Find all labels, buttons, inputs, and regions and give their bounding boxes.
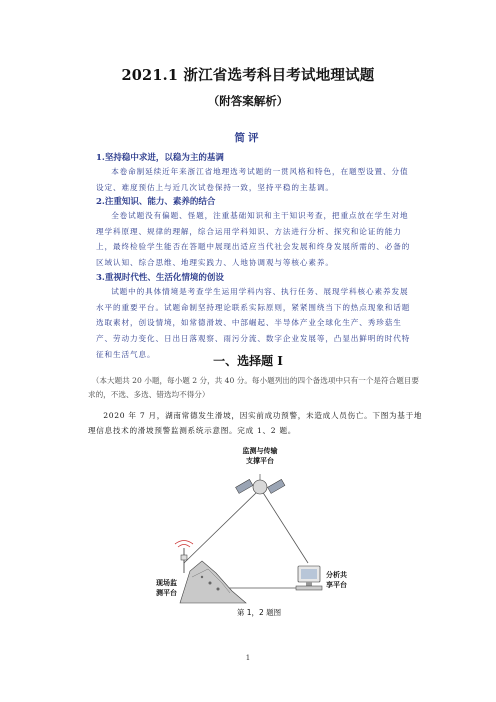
platform-label-left-1: 现场监 <box>156 579 177 587</box>
section-instructions: （本大题共 20 小题，每小题 2 分，共 40 分。每小题列出的四个备选项中只有一个是符合题目要求的，不选、多选、错选均不得分） <box>88 376 419 399</box>
platform-label-left-2: 测平台 <box>156 589 177 597</box>
platform-label-right-2: 享平台 <box>326 581 347 589</box>
landslide-monitoring-diagram <box>150 443 368 620</box>
platform-label-top-2: 支撑平台 <box>246 457 274 465</box>
review-heading-1: 1.坚持稳中求进，以稳为主的基调 <box>96 153 224 163</box>
review-body-1: 本卷命制延续近年来浙江省地理选考试题的一贯风格和特色，在题型设置、分值设定、难度预估上与近几次试卷保持一致，坚持平稳的主基调。 <box>96 167 409 192</box>
platform-label-top-1: 监测与传输 <box>242 447 278 455</box>
document-subtitle: （附答案解析） <box>207 94 289 108</box>
section-title: 一、选择题 I <box>213 354 283 368</box>
link-line-right <box>262 491 308 563</box>
review-title: 简评 <box>234 132 262 144</box>
figure-caption: 第 1，2 题图 <box>236 608 282 617</box>
platform-label-right-1: 分析共 <box>326 571 347 579</box>
review-body-3: 试题中的具体情境是考查学生运用学科内容、执行任务、展现学科核心素养发展水平的重要平台。试题命制坚持理论联系实际原则，紧紧围绕当下的热点现象和话题选取素材，创设情境，如常德滑坡、中部崛起、半导体产业全球化生产、秀珍菇生产、劳动力变化、日出日落观察、雨污分流、数字企业发展等，凸显出鲜明的时代特征和生活气息。 <box>96 287 411 359</box>
document-title: 2021.1 浙江省选考科目考试地理试题 <box>121 67 375 84</box>
computer-icon <box>296 566 322 590</box>
link-line-left <box>184 491 258 563</box>
review-heading-3: 3.重视时代性、生活化情境的创设 <box>96 273 224 283</box>
page-number: 1 <box>245 654 251 662</box>
satellite-icon <box>236 474 285 494</box>
landslide-hillside-icon <box>180 561 246 603</box>
review-body-2: 全卷试题没有偏题、怪题，注重基础知识和主干知识考查，把重点放在学生对地理学科原理、规律的理解，综合运用学科知识、方法进行分析、探究和论证的能力上，最终检验学生能否在答题中展现出适应当代社会发展和终身发展所需的、必备的区域认知、综合思维、地理实践力、人地协调观与等核心素养。 <box>96 211 411 268</box>
question-intro: 2020 年 7 月，湖南常德发生滑坡，因实前成功预警，未造成人员伤亡。下图为基于地理信息技术的滑坡预警监测系统示意图。完成 1、2 题。 <box>88 411 423 435</box>
review-heading-2: 2.注重知识、能力、素养的结合 <box>96 197 216 207</box>
